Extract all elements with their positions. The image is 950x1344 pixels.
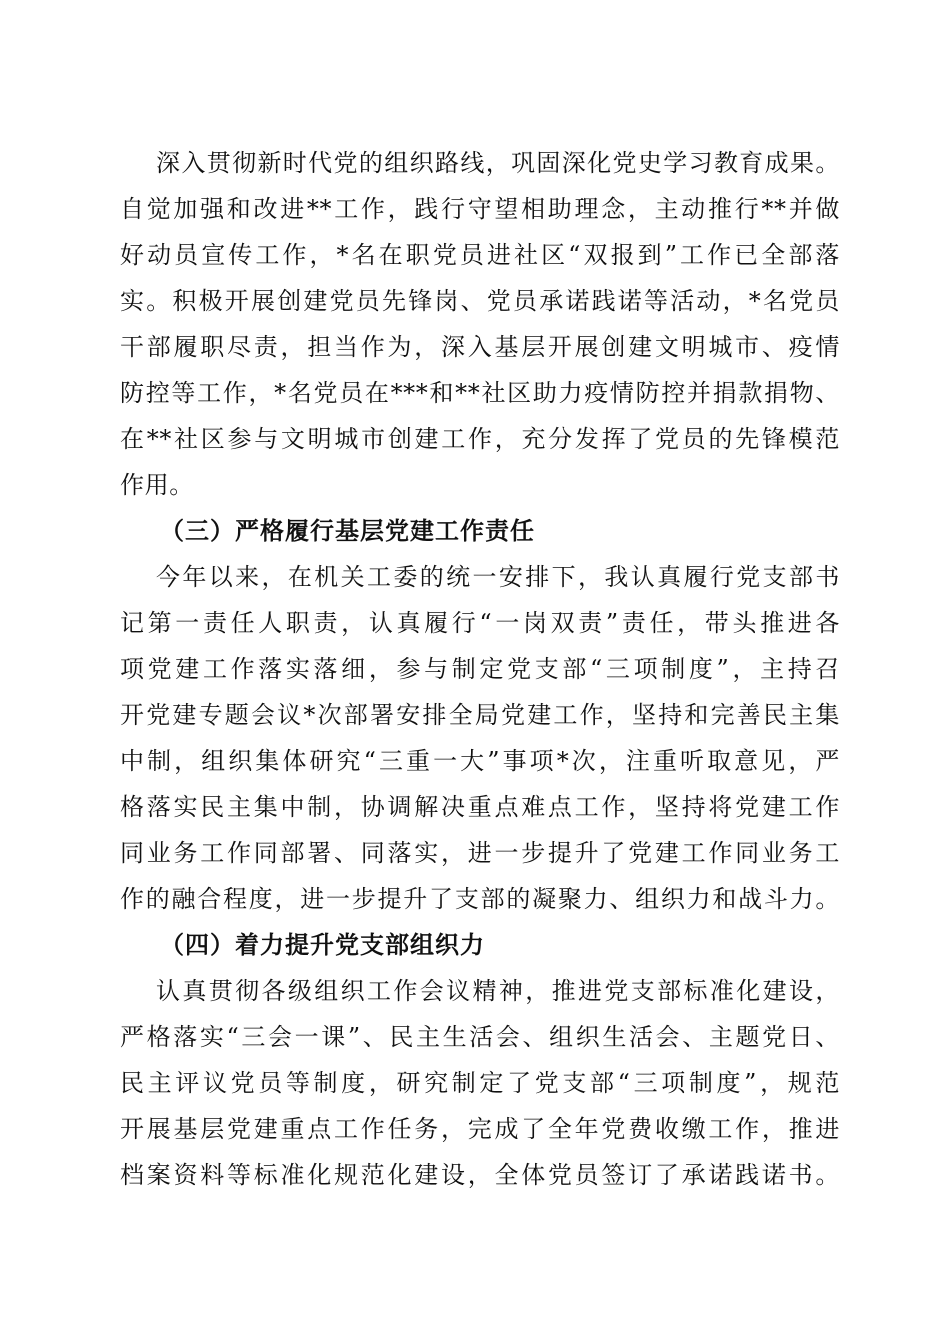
document-body <box>120 140 840 1198</box>
text-line: 好动员宣传工作，*名在职党员进社区“双报到”工作已全部落 <box>120 241 840 269</box>
text-line: 中制，组织集体研究“三重一大”事项*次，注重听取意见，严 <box>120 747 840 775</box>
section-heading-3: （三）严格履行基层党建工作责任 <box>160 516 535 545</box>
text-line: 同业务工作同部署、同落实，进一步提升了党建工作同业务工 <box>120 839 840 867</box>
text-line: 民主评议党员等制度，研究制定了党支部“三项制度”，规范 <box>120 1069 840 1097</box>
text-line: 项党建工作落实落细，参与制定党支部“三项制度”，主持召 <box>120 655 840 683</box>
text-line: 干部履职尽责，担当作为，深入基层开展创建文明城市、疫情 <box>120 333 840 361</box>
text-line: 作的融合程度，进一步提升了支部的凝聚力、组织力和战斗力。 <box>120 885 840 913</box>
text-line: 严格落实“三会一课”、民主生活会、组织生活会、主题党日、 <box>120 1023 840 1051</box>
paragraph-organization-line <box>120 140 840 508</box>
text-line: 深入贯彻新时代党的组织路线，巩固深化党史学习教育成果。 <box>156 149 840 177</box>
text-line: 在**社区参与文明城市创建工作，充分发挥了党员的先锋模范 <box>120 425 840 453</box>
text-line: 格落实民主集中制，协调解决重点难点工作，坚持将党建工作 <box>120 793 840 821</box>
text-line: 记第一责任人职责，认真履行“一岗双责”责任，带头推进各 <box>120 609 840 637</box>
text-line: 开展基层党建重点工作任务，完成了全年党费收缴工作，推进 <box>120 1115 840 1143</box>
text-line: 作用。 <box>120 471 194 499</box>
text-line: 防控等工作，*名党员在***和**社区助力疫情防控并捐款捐物、 <box>120 379 840 407</box>
paragraph-party-building-responsibility <box>120 554 840 922</box>
section-heading-4: （四）着力提升党支部组织力 <box>160 930 485 959</box>
paragraph-branch-organization <box>120 968 840 1198</box>
text-line: 实。积极开展创建党员先锋岗、党员承诺践诺等活动，*名党员 <box>120 287 840 315</box>
text-line: 自觉加强和改进**工作，践行守望相助理念，主动推行**并做 <box>120 195 840 223</box>
text-line: 开党建专题会议*次部署安排全局党建工作，坚持和完善民主集 <box>120 701 840 729</box>
text-line: 今年以来，在机关工委的统一安排下，我认真履行党支部书 <box>156 563 840 591</box>
text-line: 档案资料等标准化规范化建设，全体党员签订了承诺践诺书。 <box>120 1161 840 1189</box>
text-line: 认真贯彻各级组织工作会议精神，推进党支部标准化建设， <box>156 977 840 1005</box>
